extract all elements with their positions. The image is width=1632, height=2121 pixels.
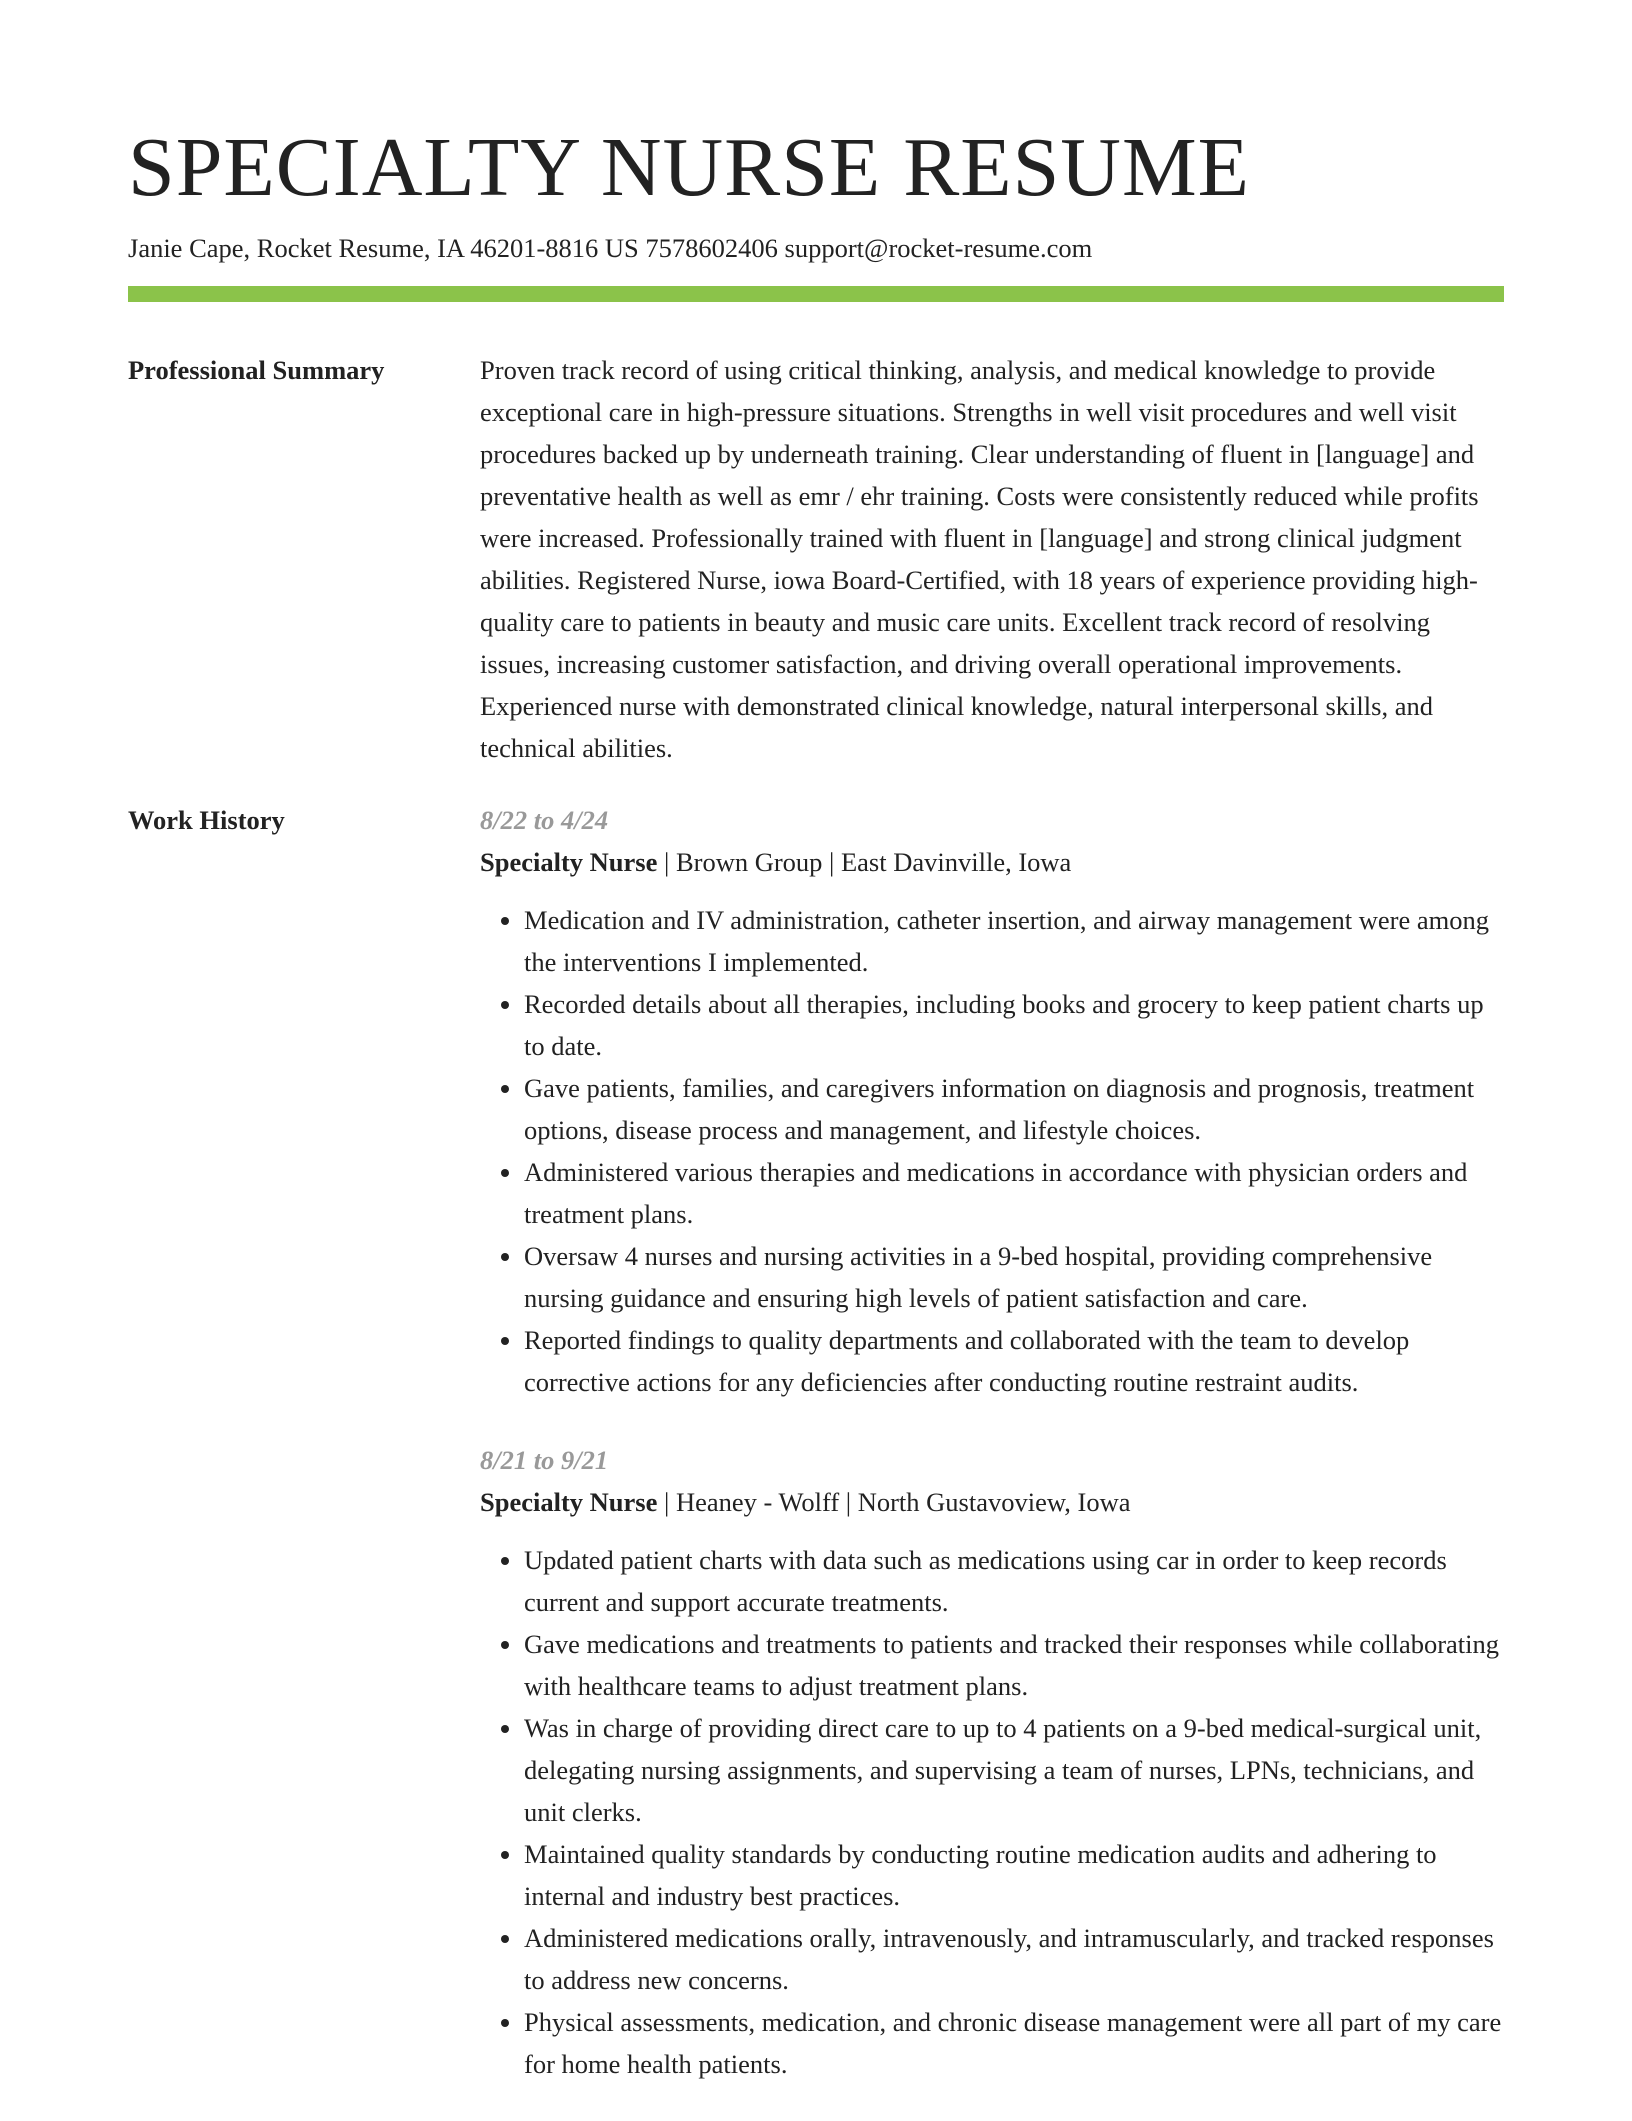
header-divider [128, 286, 1504, 302]
job-bullet-list [480, 1539, 1504, 2085]
job-bullet: • Maintained quality standards by conducting routine medication audits and adhering to internal and industry best practices. [524, 1833, 1504, 1917]
job-bullet: • Administered various therapies and medications in accordance with physician orders and treatment plans. [524, 1151, 1504, 1235]
job-bullet: • Physical assessments, medication, and chronic disease management were all part of my care for home health patients. [524, 2001, 1504, 2085]
resume-title: SPECIALTY NURSE RESUME [128, 121, 1250, 214]
job-bullet: • Was in charge of providing direct care to up to 4 patients on a 9-bed medical-surgical unit, delegating nursing assignments, and supervising a team of nurses, LPNs, technicians, and unit clerks. [524, 1707, 1504, 1833]
job-heading-line [480, 841, 1504, 883]
work-history-body [480, 799, 1504, 2121]
job-entry [480, 1439, 1504, 2085]
work-history-heading: Work History [128, 805, 285, 835]
job-bullet: • Reported findings to quality departments and collaborated with the team to develop corrective actions for any deficiencies after conducting routine restraint audits. [524, 1319, 1504, 1403]
contact-line: Janie Cape, Rocket Resume, IA 46201-8816 US 7578602406 support@rocket-resume.com [128, 233, 1093, 263]
job-dates: 8/21 to 9/21 [480, 1445, 609, 1475]
job-dates: 8/22 to 4/24 [480, 805, 609, 835]
job-bullet: • Administered medications orally, intravenously, and intramuscularly, and tracked responses to address new concerns. [524, 1917, 1504, 2001]
summary-body [480, 349, 1504, 769]
job-bullet: • Recorded details about all therapies, including books and grocery to keep patient charts up to date. [524, 983, 1504, 1067]
job-bullet: • Gave patients, families, and caregivers information on diagnosis and prognosis, treatment options, disease process and management, and lifestyle choices. [524, 1067, 1504, 1151]
job-bullet: • Gave medications and treatments to patients and tracked their responses while collaborating with healthcare teams to adjust treatment plans. [524, 1623, 1504, 1707]
job-employer-location: | Brown Group | East Davinville, Iowa [657, 847, 1072, 877]
job-bullet-list [480, 899, 1504, 1403]
job-bullet: • Oversaw 4 nurses and nursing activities in a 9-bed hospital, providing comprehensive nursing guidance and ensuring high levels of patient satisfaction and care. [524, 1235, 1504, 1319]
summary-heading: Professional Summary [128, 355, 385, 385]
job-title: Specialty Nurse [480, 1487, 658, 1517]
job-employer-location: | Heaney - Wolff | North Gustavoview, Iowa [657, 1487, 1131, 1517]
summary-text: Proven track record of using critical thinking, analysis, and medical knowledge to provide exceptional care in high-pressure situations. Strengths in well visit procedures and well visit procedures backed up by underneath training. Clear understanding of fluent in [language] and preventative health as well as emr / ehr training. Costs were consistently reduced while profits were increased. Professionally trained with fluent in [language] and strong clinical judgment abilities. Registered Nurse, iowa Board-Certified, with 18 years of experience providing high-quality care to patients in beauty and music care units. Excellent track record of resolving issues, increasing customer satisfaction, and driving overall operational improvements. Experienced nurse with demonstrated clinical knowledge, natural interpersonal skills, and technical abilities. [480, 355, 1479, 763]
job-bullet: • Medication and IV administration, catheter insertion, and airway management were among the interventions I implemented. [524, 899, 1504, 983]
job-entry [480, 799, 1504, 1403]
job-heading-line [480, 1481, 1504, 1523]
job-title: Specialty Nurse [480, 847, 658, 877]
job-bullet: • Updated patient charts with data such as medications using car in order to keep records current and support accurate treatments. [524, 1539, 1504, 1623]
